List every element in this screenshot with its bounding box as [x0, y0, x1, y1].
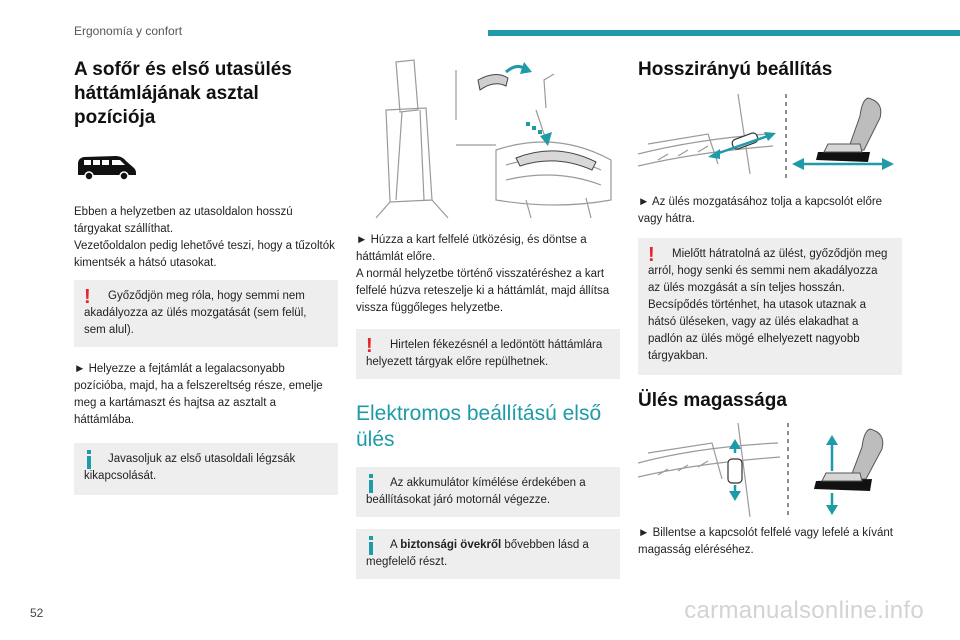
section-title: Elektromos beállítású első ülés	[356, 402, 602, 451]
instruction-step: ► Húzza a kart felfelé ütközésig, és döntse a háttámlát előre.	[356, 234, 587, 263]
instruction-step: ► Helyezze a fejtámlát a legalacsonyabb pozícióba, majd, ha a felszereltség része, emelje meg a kartámaszt és hajtsa az asztalt a háttámlába.	[74, 363, 323, 426]
warning-icon: !	[84, 286, 91, 308]
header-section-label: Ergonomía y confort	[74, 24, 183, 38]
warning-text: Győződjön meg róla, hogy semmi nem akadályozza az ülés mozgatását (sem felül, sem alul).	[84, 290, 307, 336]
instruction-step: ► Billentse a kapcsolót felfelé vagy lefelé a kívánt magasság eléréséhez.	[638, 527, 893, 556]
seat-fold-illustration	[356, 50, 620, 220]
warning-text-continued: Becsípődés történhet, ha utasok utaznak a hátsó üléseken, vagy az ülés elakadhat a padlón az ülés mögé elhelyezett nagyobb tárgyakban.	[648, 299, 867, 362]
warning-text: Mielőtt hátratolná az ülést, győződjön meg arról, hogy senki és semmi nem akadályozza az ülés mozgását a sín teljes hosszán.	[648, 248, 888, 294]
warning-box	[638, 238, 902, 375]
info-icon	[366, 536, 376, 556]
page-number: 52	[30, 606, 44, 620]
paragraph-long-items: Ebben a helyzetben az utasoldalon hosszú tárgyakat szállíthat.	[74, 206, 293, 235]
height-adjust-illustration	[638, 423, 902, 517]
instruction-step: ► Az ülés mozgatásához tolja a kapcsolót előre vagy hátra.	[638, 196, 883, 225]
warning-icon: !	[366, 335, 373, 357]
paragraph-return-position: A normál helyzetbe történő visszatéréshez a kart felfelé húzva reteszelje ki a háttámlát, majd állítsa vissza függőleges helyzetbe.	[356, 268, 610, 314]
warning-box	[356, 329, 620, 379]
info-box	[74, 443, 338, 495]
warning-text: Hirtelen fékezésnél a ledöntött háttámlára helyezett tárgyak előre repülhetnek.	[366, 339, 603, 368]
info-text: Javasoljuk az első utasoldali légzsák kikapcsolását.	[84, 453, 296, 482]
column-3	[638, 50, 902, 559]
info-text: Az akkumulátor kímélése érdekében a beállításokat járó motornál végezze.	[366, 477, 586, 506]
warning-icon: !	[648, 244, 655, 266]
column-1	[74, 50, 338, 495]
header-accent-bar	[488, 30, 960, 36]
section-title: Ülés magassága	[638, 390, 787, 411]
info-icon	[366, 474, 376, 494]
info-text: A biztonsági övekről bővebben lásd a megfelelő részt.	[366, 539, 589, 568]
watermark: carmanualsonline.info	[684, 597, 924, 624]
warning-box	[74, 280, 338, 347]
info-box	[356, 467, 620, 517]
longitudinal-adjust-illustration	[638, 94, 902, 180]
section-title: Hosszirányú beállítás	[638, 59, 833, 80]
column-2	[356, 50, 620, 579]
paragraph-firefighters: Vezetőoldalon pedig lehetővé teszi, hogy a tűzoltók kimentsék a hátsó utasokat.	[74, 240, 335, 269]
info-box-seatbelts	[356, 529, 620, 579]
section-title: A sofőr és első utasülés háttámlájának asztal pozíciója	[74, 59, 292, 128]
van-silhouette-icon	[74, 152, 138, 182]
info-icon	[84, 450, 94, 470]
